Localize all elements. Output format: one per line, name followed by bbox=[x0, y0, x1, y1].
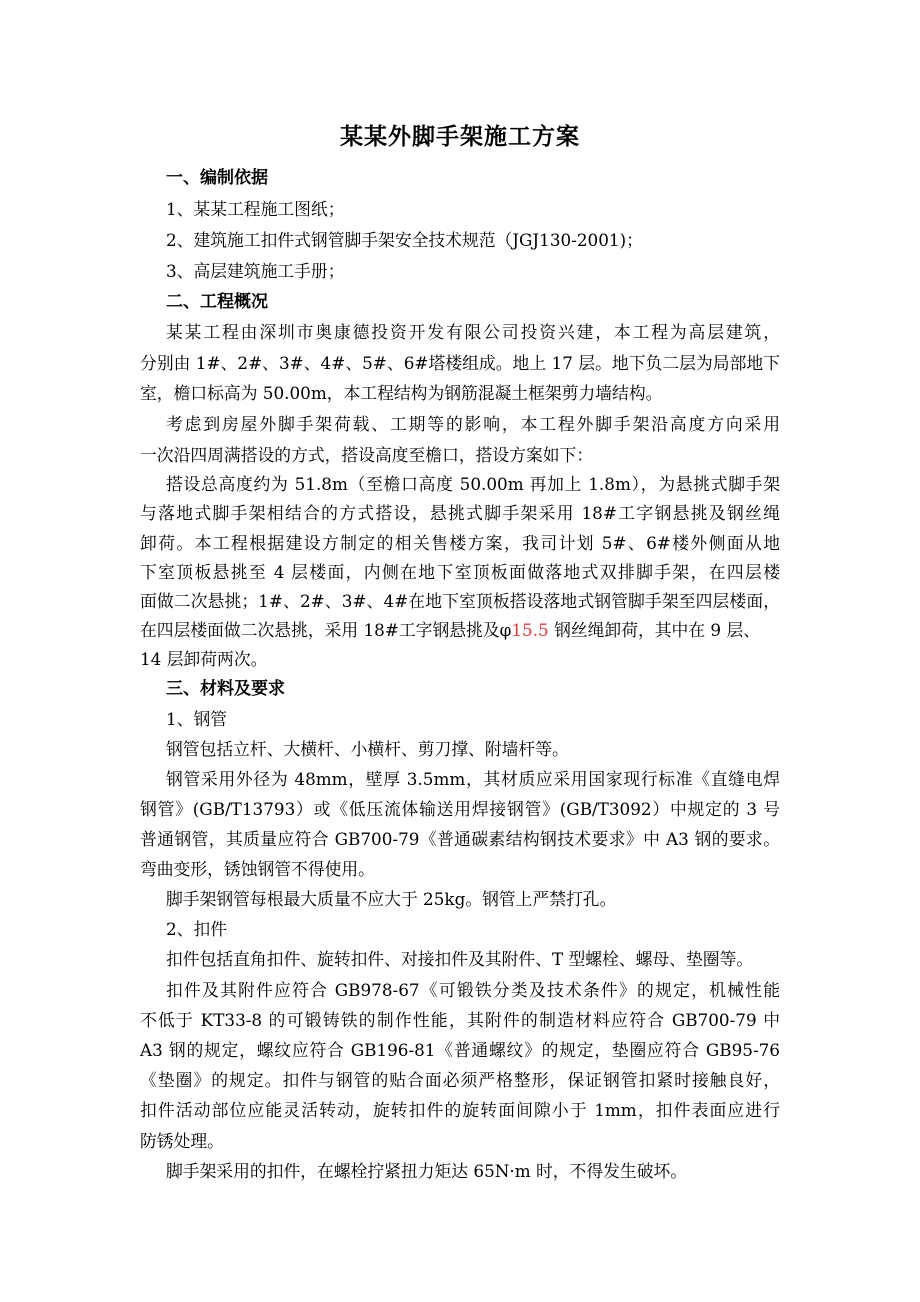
basis-item-2: 2、建筑施工扣件式钢管脚手架安全技术规范（JGJ130-2001)； bbox=[166, 230, 643, 250]
fastener-spec-line-5: 扣件活动部位应能灵活转动，旋转扣件的旋转面间隙小于 1mm，扣件表面应进行 bbox=[140, 1100, 780, 1120]
steel-pipe-spec-line-1: 钢管采用外径为 48mm，壁厚 3.5mm，其材质应采用国家现行标准《直缝电焊 bbox=[166, 769, 780, 789]
fastener-torque: 脚手架采用的扣件，在螺栓拧紧扭力矩达 65N·m 时，不得发生破坏。 bbox=[166, 1161, 688, 1181]
basis-item-1: 1、某某工程施工图纸； bbox=[166, 199, 345, 219]
overview-p3-line-1: 搭设总高度约为 51.8m（至檐口高度 50.00m 再加上 1.8m），为悬挑式脚手架 bbox=[166, 474, 780, 494]
wire-diameter-highlight: 15.5 bbox=[511, 620, 549, 640]
overview-p3-text-b: 钢丝绳卸荷，其中在 9 层、 bbox=[548, 620, 761, 640]
fastener-spec-line-3: A3 钢的规定，螺纹应符合 GB196-81《普通螺纹》的规定，垫圈应符合 GB95-76 bbox=[140, 1040, 780, 1060]
overview-p3-line-4: 下室顶板悬挑至 4 层楼面，内侧在地下室顶板面做落地式双排脚手架，在四层楼 bbox=[140, 562, 780, 582]
overview-p3-line-6 bbox=[140, 622, 780, 639]
fastener-spec-line-1: 扣件及其附件应符合 GB978-67《可锻铁分类及技术条件》的规定，机械性能 bbox=[166, 980, 780, 1000]
fastener-spec-line-6: 防锈处理。 bbox=[140, 1131, 224, 1151]
section-heading-overview: 二、工程概况 bbox=[166, 292, 268, 312]
section-heading-basis: 一、编制依据 bbox=[166, 168, 268, 188]
materials-sub-steel-pipe: 1、钢管 bbox=[166, 709, 228, 729]
fastener-spec-line-4: 《垫圈》的规定。扣件与钢管的贴合面必须严格整形，保证钢管扣紧时接触良好， bbox=[140, 1070, 780, 1090]
page-title: 某某外脚手架施工方案 bbox=[340, 124, 580, 150]
steel-pipe-spec-line-4: 弯曲变形，锈蚀钢管不得使用。 bbox=[140, 859, 375, 879]
steel-pipe-spec-line-3: 普通钢管，其质量应符合 GB700-79《普通碳素结构钢技术要求》中 A3 钢的要求。 bbox=[140, 829, 780, 849]
overview-p2-line-2: 一次沿四周满搭设的方式，搭设高度至檐口，搭设方案如下： bbox=[140, 445, 594, 465]
overview-p1-line-1: 某某工程由深圳市奥康德投资开发有限公司投资兴建，本工程为高层建筑， bbox=[166, 322, 780, 342]
steel-pipe-spec-line-2: 钢管》(GB/T13793）或《低压流体输送用焊接钢管》(GB/T3092）中规定的 3 号 bbox=[140, 799, 780, 819]
overview-p3-text-a: 在四层楼面做二次悬挑，采用 18#工字钢悬挑及φ bbox=[140, 620, 512, 640]
overview-p3-line-3: 卸荷。本工程根据建设方制定的相关售楼方案，我司计划 5#、6#楼外侧面从地 bbox=[140, 533, 780, 553]
basis-item-3: 3、高层建筑施工手册； bbox=[166, 261, 345, 281]
fastener-spec-line-2: 不低于 KT33-8 的可锻铸铁的制作性能，其附件的制造材料应符合 GB700-79 中 bbox=[140, 1010, 780, 1030]
section-heading-materials: 三、材料及要求 bbox=[166, 679, 285, 699]
steel-pipe-weight: 脚手架钢管每根最大质量不应大于 25kg。钢管上严禁打孔。 bbox=[166, 889, 617, 909]
overview-p3-line-2: 与落地式脚手架相结合的方式搭设，悬挑式脚手架采用 18#工字钢悬挑及钢丝绳 bbox=[140, 503, 780, 523]
overview-p2-line-1: 考虑到房屋外脚手架荷载、工期等的影响，本工程外脚手架沿高度方向采用 bbox=[166, 414, 780, 434]
overview-p1-line-3: 室，檐口标高为 50.00m，本工程结构为钢筋混凝土框架剪力墙结构。 bbox=[140, 383, 663, 403]
overview-p1-line-2: 分别由 1#、2#、3#、4#、5#、6#塔楼组成。地上 17 层。地下负二层为局部地下 bbox=[140, 353, 780, 373]
steel-pipe-components: 钢管包括立杆、大横杆、小横杆、剪刀撑、附墙杆等。 bbox=[166, 739, 569, 759]
overview-p3-line-5: 面做二次悬挑；1#、2#、3#、4#在地下室顶板搭设落地式钢管脚手架至四层楼面， bbox=[140, 591, 780, 611]
overview-p3-line-7: 14 层卸荷两次。 bbox=[140, 649, 268, 669]
materials-sub-fasteners: 2、扣件 bbox=[166, 919, 228, 939]
fastener-components: 扣件包括直角扣件、旋转扣件、对接扣件及其附件、T 型螺栓、螺母、垫圈等。 bbox=[166, 949, 754, 969]
